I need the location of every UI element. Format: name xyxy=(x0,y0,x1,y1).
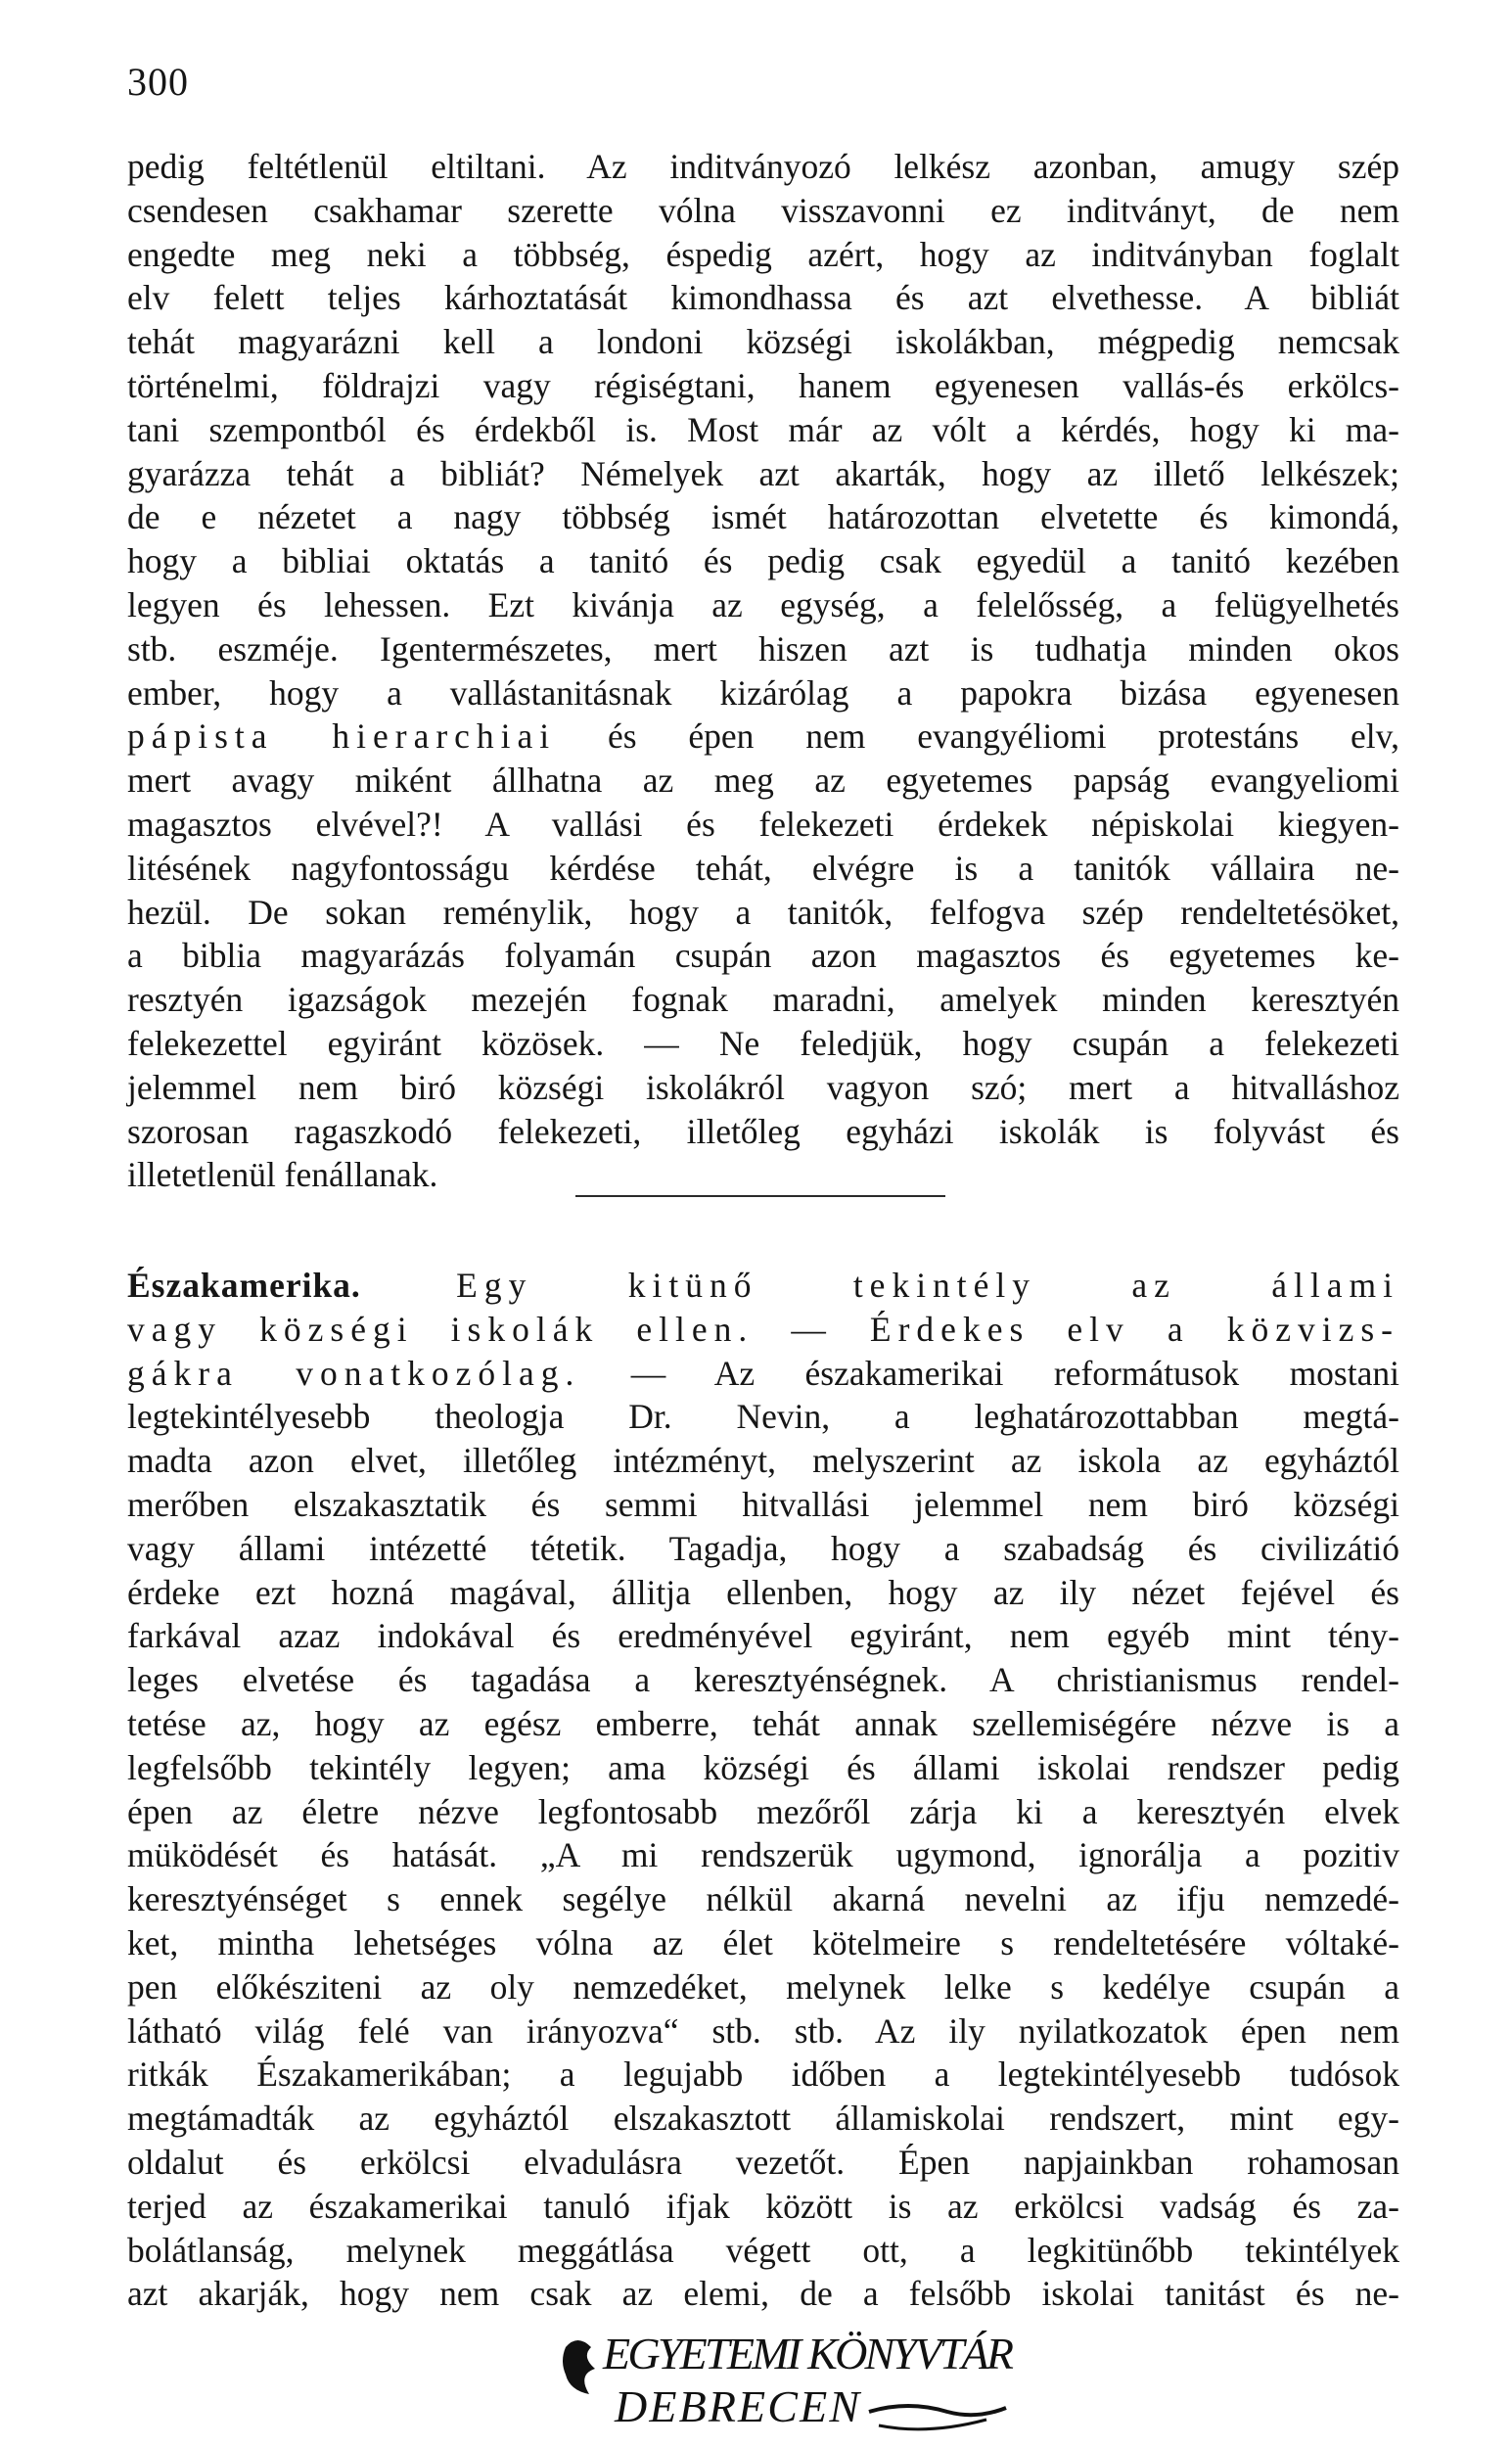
stamp-flourish-right xyxy=(869,2406,1006,2415)
text-line: legfelsőbb tekintély legyen; ama községi és állami iskolai rendszer pedig xyxy=(127,1747,1399,1787)
article-body xyxy=(127,1395,1399,2316)
article-subtitle-part-3: gákra vonatkozólag. xyxy=(127,1353,581,1393)
text-line: a biblia magyarázás folyamán csupán azon magasztos és egyetemes ke- xyxy=(127,936,1399,976)
text-line: farkával azaz indokával és eredményével egyiránt, nem egyéb mint tény- xyxy=(127,1616,1399,1656)
text-line: ember, hogy a vallástanitásnak kizárólag a papokra bizása egyenesen xyxy=(127,672,1399,713)
text-line: felekezettel egyiránt közösek. — Ne feledjük, hogy csupán a felekezeti xyxy=(127,1023,1399,1063)
text-line: ket, mintha lehetséges vólna az élet kötelmeire s rendeltetésére vóltaké- xyxy=(127,1922,1399,1962)
text-line: látható világ felé van irányozva“ stb. stb. Az ily nyilatkozatok épen nem xyxy=(127,2010,1399,2051)
library-stamp xyxy=(556,2328,1030,2437)
text-line: jelemmel nem biró községi iskolákról vagyon szó; mert a hitvalláshoz xyxy=(127,1067,1399,1107)
text-line xyxy=(127,715,1399,759)
text-line: keresztyénséget s ennek segélye nélkül akarná nevelni az ifju nemzedé- xyxy=(127,1879,1399,1919)
text-line: csendesen csakhamar szerette vólna visszavonni ez inditványt, de nem xyxy=(127,190,1399,230)
text-line: magasztos elvével?! A vallási és felekezeti érdekek népiskolai kiegyen- xyxy=(127,804,1399,844)
text-line: hezül. De sokan reménylik, hogy a tanitók, felfogva szép rendeltetésöket, xyxy=(127,892,1399,932)
article-subtitle-part-2: vagy községi iskolák ellen. — Érdekes elv a közvizs- xyxy=(127,1309,1399,1349)
text-line: litésének nagyfontosságu kérdése tehát, elvégre is a tanitók vállaira ne- xyxy=(127,848,1399,888)
stamp-line-2: DEBRECEN xyxy=(615,2381,859,2431)
stamp-line-1: EGYETEMI KÖNYVTÁR xyxy=(603,2329,1014,2378)
text-line: vagy állami intézetté tétetik. Tagadja, hogy a szabadság és civilizátió xyxy=(127,1528,1399,1568)
text-line: mert avagy miként állhatna az meg az egyetemes papság evangyeliomi xyxy=(127,761,1399,801)
text-line: müködését és hatását. „A mi rendszerük ugymond, ignorálja a pozitiv xyxy=(127,1835,1399,1875)
paragraph-london-schools xyxy=(127,145,1399,1197)
article-eszakamerika xyxy=(127,1264,1399,2316)
text-line: érdeke ezt hozná magával, állitja ellenben, hogy az ily nézet fejével és xyxy=(127,1572,1399,1612)
text-line: de e nézetet a nagy többség ismét határozottan elvetette és kimondá, xyxy=(127,497,1399,537)
text-line: oldalut és erkölcsi elvadulásra vezetőt. Épen napjainkban rohamosan xyxy=(127,2142,1399,2182)
text-fragment: és épen nem evangyéliomi protestáns elv, xyxy=(556,716,1399,757)
text-line: tani szempontból és érdekből is. Most már az vólt a kérdés, hogy ki ma- xyxy=(127,409,1399,449)
text-line: épen az életre nézve legfontosabb mezőről zárja ki a keresztyén elvek xyxy=(127,1791,1399,1831)
text-line: resztyén igazságok mezején fognak maradni, amelyek minden keresztyén xyxy=(127,980,1399,1020)
stamp-flourish-left xyxy=(563,2340,595,2394)
article-heading-line xyxy=(127,1264,1399,1308)
text-line: terjed az északamerikai tanuló ifjak között is az erkölcsi vadság és za- xyxy=(127,2186,1399,2226)
text-line: legtekintélyesebb theologja Dr. Nevin, a leghatározottabban megtá- xyxy=(127,1397,1399,1437)
text-line: megtámadták az egyháztól elszakasztott államiskolai rendszert, mint egy- xyxy=(127,2099,1399,2139)
text-line: gyarázza tehát a bibliát? Némelyek azt akarták, hogy az illető lelkészek; xyxy=(127,453,1399,493)
text-line: elv felett teljes kárhoztatását kimondhassa és azt elvethesse. A bibliát xyxy=(127,278,1399,318)
text-line: stb. eszméje. Igentermészetes, mert hiszen azt is tudhatja minden okos xyxy=(127,628,1399,669)
text-line: madta azon elvet, illetőleg intézményt, melyszerint az iskola az egyháztól xyxy=(127,1441,1399,1481)
text-line: bolátlanság, melynek meggátlása végett ott, a legkitünőbb tekintélyek xyxy=(127,2230,1399,2270)
article-intro-rest: — Az északamerikai reformátusok mostani xyxy=(580,1353,1399,1393)
text-line: azt akarják, hogy nem csak az elemi, de a felsőbb iskolai tanitást és ne- xyxy=(127,2274,1399,2314)
emphasized-phrase: pápista hierarchiai xyxy=(127,716,557,757)
text-line: pedig feltétlenül eltiltani. Az inditványozó lelkész azonban, amugy szép xyxy=(127,147,1399,186)
page-number: 300 xyxy=(127,60,189,104)
library-stamp-graphic xyxy=(556,2328,1030,2437)
text-line: tetése az, hogy az egész emberre, tehát annak szellemiségére nézve is a xyxy=(127,1703,1399,1743)
section-divider xyxy=(575,1195,945,1197)
article-intro-line xyxy=(127,1352,1399,1396)
text-line: pen előkésziteni az oly nemzedéket, melynek lelke s kedélye csupán a xyxy=(127,1966,1399,2007)
article-subtitle-part-1: Egy kitünő tekintély az állami xyxy=(360,1266,1399,1305)
text-line: ritkák Északamerikában; a legujabb időben a legtekintélyesebb tudósok xyxy=(127,2055,1399,2095)
text-line: merőben elszakasztatik és semmi hitvallási jelemmel nem biró községi xyxy=(127,1484,1399,1524)
stamp-underline xyxy=(879,2420,986,2429)
text-line: tehát magyarázni kell a londoni községi iskolákban, mégpedig nemcsak xyxy=(127,322,1399,362)
text-line: illetetlenül fenállanak. xyxy=(127,1155,438,1195)
text-line: történelmi, földrajzi vagy régiségtani, hanem egyenesen vallás-és erkölcs- xyxy=(127,365,1399,405)
text-line: hogy a bibliai oktatás a tanitó és pedig csak egyedül a tanitó kezében xyxy=(127,541,1399,581)
text-line: leges elvetése és tagadása a keresztyénségnek. A christianismus rendel- xyxy=(127,1660,1399,1700)
article-heading: Északamerika. xyxy=(127,1266,361,1305)
text-line: engedte meg neki a többség, éspedig azért, hogy az inditványban foglalt xyxy=(127,234,1399,274)
text-line: legyen és lehessen. Ezt kivánja az egység, a felelősség, a felügyelhetés xyxy=(127,584,1399,624)
text-line: szorosan ragaszkodó felekezeti, illetőleg egyházi iskolák is folyvást és xyxy=(127,1111,1399,1151)
